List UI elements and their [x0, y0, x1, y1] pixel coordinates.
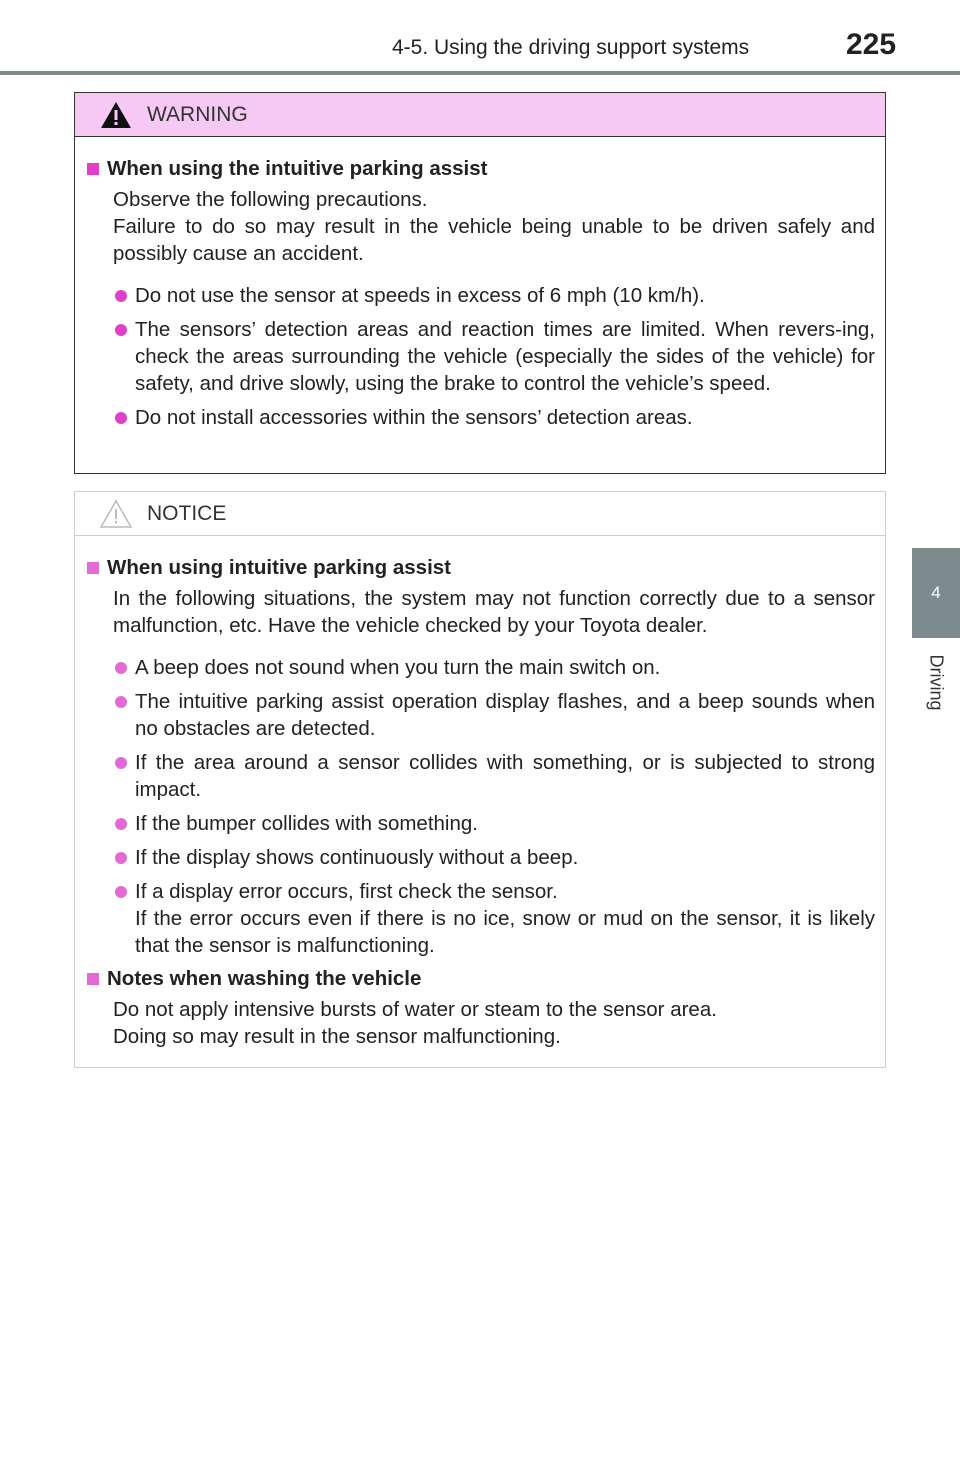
list-item	[113, 688, 875, 742]
list-item-text: If the bumper collides with something.	[135, 812, 478, 835]
notice-section-heading	[85, 554, 875, 581]
warning-triangle-icon	[99, 100, 133, 130]
notice-box	[74, 491, 886, 1068]
chapter-tab	[912, 548, 960, 638]
chapter-label: Driving	[926, 653, 947, 711]
warning-intro-2: Failure to do so may result in the vehicle being unable to be driven safely and possibly cause an accident.	[113, 215, 875, 265]
notice-section-heading	[85, 965, 875, 992]
list-item-text: The intuitive parking assist operation display flashes, and a beep sounds when no obstacles are detected.	[135, 690, 875, 740]
list-item-text: If the display shows continuously without a beep.	[135, 846, 579, 869]
notice-section2-line2: Doing so may result in the sensor malfunctioning.	[113, 1025, 561, 1048]
list-item	[113, 404, 875, 431]
page-number: 225	[846, 28, 897, 61]
notice-section2-title: Notes when washing the vehicle	[107, 967, 422, 990]
notice-section1-intro: In the following situations, the system may not function correctly due to a sensor malfunction, etc. Have the vehicle checked by your Toyota dealer.	[113, 587, 875, 637]
bullet-dot-icon	[115, 818, 127, 830]
list-item-text: Do not use the sensor at speeds in excess of 6 mph (10 km/h).	[135, 284, 705, 307]
list-item	[113, 878, 875, 959]
square-bullet-icon	[87, 562, 99, 574]
list-item	[113, 316, 875, 397]
warning-intro-1: Observe the following precautions.	[113, 188, 428, 211]
notice-section1-title: When using intuitive parking assist	[107, 556, 451, 579]
chapter-label-container	[912, 642, 960, 722]
list-item	[113, 282, 875, 309]
notice-label: NOTICE	[147, 501, 227, 525]
warning-body	[75, 137, 885, 431]
list-item-text: The sensors’ detection areas and reaction times are limited. When revers-ing, check the areas surrounding the vehicle (especially the sides of the vehicle) for safety, and drive slowly, using the brake to control the vehicle’s speed.	[135, 318, 875, 395]
header-rule	[0, 71, 960, 75]
bullet-dot-icon	[115, 290, 127, 302]
list-item-continuation: If the error occurs even if there is no ice, snow or mud on the sensor, it is likely that the sensor is malfunctioning.	[135, 907, 875, 957]
chapter-number: 4	[931, 583, 941, 602]
bullet-dot-icon	[115, 852, 127, 864]
square-bullet-icon	[87, 973, 99, 985]
bullet-dot-icon	[115, 324, 127, 336]
warning-section-heading	[85, 155, 875, 182]
list-item-text: Do not install accessories within the sensors’ detection areas.	[135, 406, 693, 429]
list-item-text	[135, 878, 875, 959]
bullet-dot-icon	[115, 696, 127, 708]
bullet-dot-icon	[115, 757, 127, 769]
warning-section-title: When using the intuitive parking assist	[107, 157, 488, 180]
notice-body	[75, 536, 885, 1050]
notice-section2-line1: Do not apply intensive bursts of water or steam to the sensor area.	[113, 998, 717, 1021]
warning-box	[74, 92, 886, 474]
list-item	[113, 654, 875, 681]
list-item-line: If a display error occurs, first check the sensor.	[135, 880, 558, 903]
notice-triangle-icon	[99, 499, 133, 529]
warning-header	[75, 93, 885, 137]
bullet-dot-icon	[115, 662, 127, 674]
list-item-text: A beep does not sound when you turn the main switch on.	[135, 656, 661, 679]
list-item-text: If the area around a sensor collides with something, or is subjected to strong impact.	[135, 751, 875, 801]
bullet-dot-icon	[115, 412, 127, 424]
list-item	[113, 749, 875, 803]
warning-label: WARNING	[147, 102, 248, 126]
list-item	[113, 844, 875, 871]
notice-header	[75, 492, 885, 536]
list-item	[113, 810, 875, 837]
section-title: 4-5. Using the driving support systems	[392, 36, 750, 59]
square-bullet-icon	[87, 163, 99, 175]
bullet-dot-icon	[115, 886, 127, 898]
